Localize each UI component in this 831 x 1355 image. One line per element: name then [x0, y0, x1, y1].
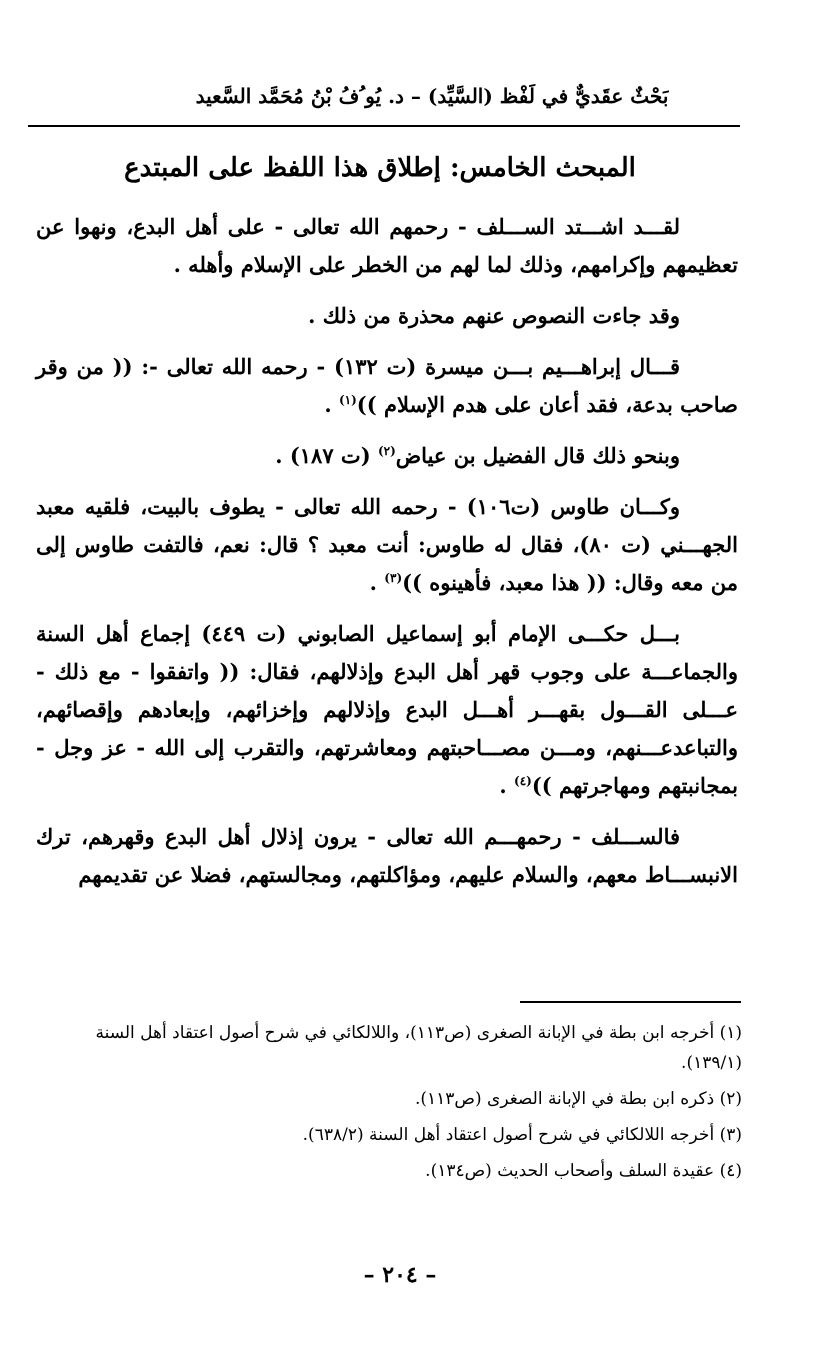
footnotes: [30, 1018, 742, 1192]
paragraph-3-text: قـــال إبراهـــيم بـــن ميسرة (ت ١٣٢) - رحمه الله تعالى -: (( من وقر صاحب بدعة، فقد أعان على هدم الإسلام )): [36, 354, 738, 417]
footnote-ref-2: (٢): [377, 444, 396, 458]
footnote-ref-4: (٤): [514, 774, 532, 788]
paragraph-7: فالســـلف - رحمهـــم الله تعالى - يرون إذلال أهل البدع وقهرهم، ترك الانبســـاط معهم، والسلام عليهم، ومؤاكلتهم، ومجالستهم، فضلا عن تقديمهم: [36, 824, 738, 887]
paragraph-6-end: .: [499, 773, 515, 798]
footnote-1: (١) أخرجه ابن بطة في الإبانة الصغرى (ص١١٣)، واللالكائي في شرح أصول اعتقاد أهل السنة (١٣٩/١).: [95, 1023, 742, 1073]
paragraph-4-text: وبنحو ذلك قال الفضيل بن عياض: [395, 443, 680, 468]
section-title: المبحث الخامس: إطلاق هذا اللفظ على المبتدع: [124, 153, 636, 183]
paragraph-5-text: وكـــان طاوس (ت١٠٦) - رحمه الله تعالى - يطوف بالبيت، فلقيه معبد الجهـــني (ت ٨٠)، فقال له طاوس: أنت معبد ؟ قال: نعم، فالتفت طاوس إلى من معه وقال: (( هذا معبد، فأهينوه )): [36, 494, 738, 595]
paragraph-2: وقد جاءت النصوص عنهم محذرة من ذلك .: [308, 303, 680, 328]
paragraph-6: [36, 615, 738, 805]
paragraph-6-text: بـــل حكـــى الإمام أبو إسماعيل الصابوني (ت ٤٤٩) إجماع أهل السنة والجماعـــة على وجوب قهر أهل البدع وإذلالهم، فقال: (( واتفقوا - مع ذلك - عـــلى القـــول بقهـــر أهـــل البدع وإذلالهم وإخزائهم، وإبعادهم وإقصائهم، والتباعدعـــنهم، ومـــن مصـــاحبتهم ومعاشرتهم، والتقرب إلى الله - عز وجل - بمجانبتهم ومهاجرتهم )): [36, 621, 738, 798]
paragraph-5: [36, 488, 738, 602]
page-number: – ٢٠٤ –: [363, 1262, 437, 1288]
header-divider: [28, 125, 740, 127]
footnote-4: (٤) عقيدة السلف وأصحاب الحديث (ص١٣٤).: [425, 1161, 742, 1181]
paragraph-4-end: (ت ١٨٧) .: [275, 443, 378, 468]
paragraph-5-end: .: [369, 570, 385, 595]
paragraph-1: لقـــد اشـــتد الســـلف - رحمهم الله تعالى - على أهل البدع، ونهوا عن تعظيمهم وإكرامهم، وذلك لما لهم من الخطر على الإسلام وأهله .: [36, 214, 738, 277]
paragraph-4: [36, 437, 738, 475]
paragraph-3: [36, 348, 738, 424]
footnote-divider: [520, 1001, 741, 1003]
footnote-2: (٢) ذكره ابن بطة في الإبانة الصغرى (ص١١٣).: [414, 1089, 742, 1109]
footnote-ref-3: (٣): [384, 571, 403, 585]
footnote-3: (٣) أخرجه اللالكائي في شرح أصول اعتقاد أهل السنة (٦٣٨/٢).: [302, 1125, 742, 1145]
body-text: [36, 208, 738, 907]
paragraph-3-end: .: [324, 392, 339, 417]
running-header: بَحْثٌ عقَديٌّ في لَفْظ (السَّيِّد) – د. يُو ُفُ بْنُ مُحَمَّد السَّعيد: [195, 84, 669, 108]
footnote-ref-1: (١): [338, 393, 357, 407]
